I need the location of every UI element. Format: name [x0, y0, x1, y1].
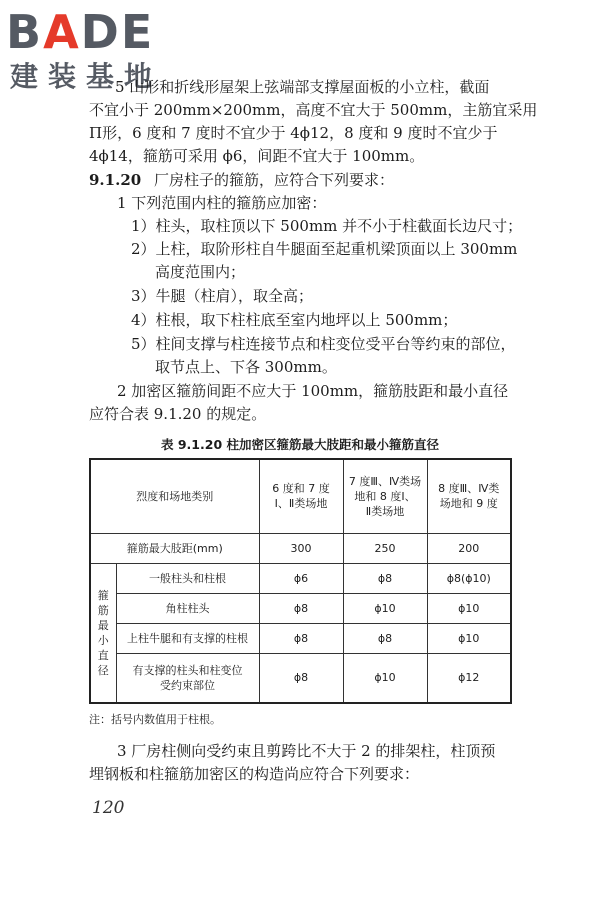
table-cell: ϕ8 — [259, 593, 343, 623]
table-cell: ϕ8 — [343, 623, 427, 653]
para1-line3: Π形，6 度和 7 度时不宜少于 4ϕ12，8 度和 9 度时不宜少于 — [89, 124, 498, 142]
subitem-5-cont: 取节点上、下各 300mm。 — [155, 358, 337, 376]
table-row — [90, 593, 511, 623]
table-cell: 300 — [259, 533, 343, 563]
table-cell: ϕ12 — [427, 653, 511, 703]
table-cell: ϕ6 — [259, 563, 343, 593]
clause-9-1-20 — [89, 170, 394, 190]
table-header-row — [90, 459, 511, 533]
row-label: 角柱柱头 — [116, 593, 259, 623]
table-cell: ϕ8(ϕ10) — [427, 563, 511, 593]
table-cell: ϕ8 — [259, 623, 343, 653]
header-col-1: 6 度和 7 度 Ⅰ、Ⅱ类场地 — [259, 459, 343, 533]
table-cell: ϕ10 — [343, 593, 427, 623]
table-cell: ϕ10 — [427, 593, 511, 623]
row-label: 箍筋最大肢距(mm) — [90, 533, 259, 563]
row-label: 一般柱头和柱根 — [116, 563, 259, 593]
row-label: 上柱牛腿和有支撑的柱根 — [116, 623, 259, 653]
subitem-5: 5）柱间支撑与柱连接节点和柱变位受平台等约束的部位， — [131, 335, 516, 353]
table-cell: ϕ8 — [259, 653, 343, 703]
subitem-4: 4）柱根，取下柱柱底至室内地坪以上 500mm； — [131, 311, 458, 329]
table-caption: 表 9.1.20 柱加密区箍筋最大肢距和最小箍筋直径 — [161, 437, 439, 452]
item-3-cont: 埋钢板和柱箍筋加密区的构造尚应符合下列要求： — [89, 765, 420, 783]
table-cell: 250 — [343, 533, 427, 563]
subitem-1: 1）柱头，取柱顶以下 500mm 并不小于柱截面长边尺寸； — [131, 217, 523, 235]
table-cell: ϕ8 — [343, 563, 427, 593]
subitem-2-cont: 高度范围内； — [155, 263, 246, 281]
clause-number: 9.1.20 — [89, 171, 142, 189]
table-cell: ϕ10 — [427, 623, 511, 653]
item-2: 2 加密区箍筋间距不应大于 100mm，箍筋肢距和最小直径 — [117, 382, 509, 400]
table-row — [90, 623, 511, 653]
table-row — [90, 653, 511, 703]
item-1: 1 下列范围内柱的箍筋应加密： — [117, 194, 327, 212]
row-label: 有支撑的柱头和柱变位 受约束部位 — [116, 653, 259, 703]
para1-line1: 5 山形和折线形屋架上弦端部支撑屋面板的小立柱，截面 — [115, 78, 490, 96]
para1-line2: 不宜小于 200mm×200mm，高度不宜大于 500mm，主筋宜采用 — [89, 101, 538, 119]
logo-wordmark: BADE — [6, 5, 155, 59]
table-note: 注：括号内数值用于柱根。 — [89, 713, 221, 726]
page-number: 120 — [92, 798, 125, 818]
header-category: 烈度和场地类别 — [90, 459, 259, 533]
group-label-min-diameter: 箍 筋 最 小 直 径 — [90, 563, 116, 703]
header-col-3: 8 度Ⅲ、Ⅳ类 场地和 9 度 — [427, 459, 511, 533]
logo-subtitle: 建装基地 — [10, 60, 163, 93]
table-cell: ϕ10 — [343, 653, 427, 703]
table-cell: 200 — [427, 533, 511, 563]
stirrup-table — [89, 458, 512, 704]
para1-line4: 4ϕ14，箍筋可采用 ϕ6，间距不宜大于 100mm。 — [89, 147, 425, 165]
header-col-2: 7 度Ⅲ、Ⅳ类场 地和 8 度Ⅰ、 Ⅱ类场地 — [343, 459, 427, 533]
clause-title: 厂房柱子的箍筋，应符合下列要求： — [153, 171, 394, 189]
item-2-cont: 应符合表 9.1.20 的规定。 — [89, 405, 267, 423]
table-row — [90, 533, 511, 563]
item-3: 3 厂房柱侧向受约束且剪跨比不大于 2 的排架柱，柱顶预 — [117, 742, 496, 760]
subitem-2: 2）上柱，取阶形柱自牛腿面至起重机梁顶面以上 300mm — [131, 240, 518, 258]
subitem-3: 3）牛腿（柱肩），取全高； — [131, 287, 314, 305]
table-row — [90, 563, 511, 593]
